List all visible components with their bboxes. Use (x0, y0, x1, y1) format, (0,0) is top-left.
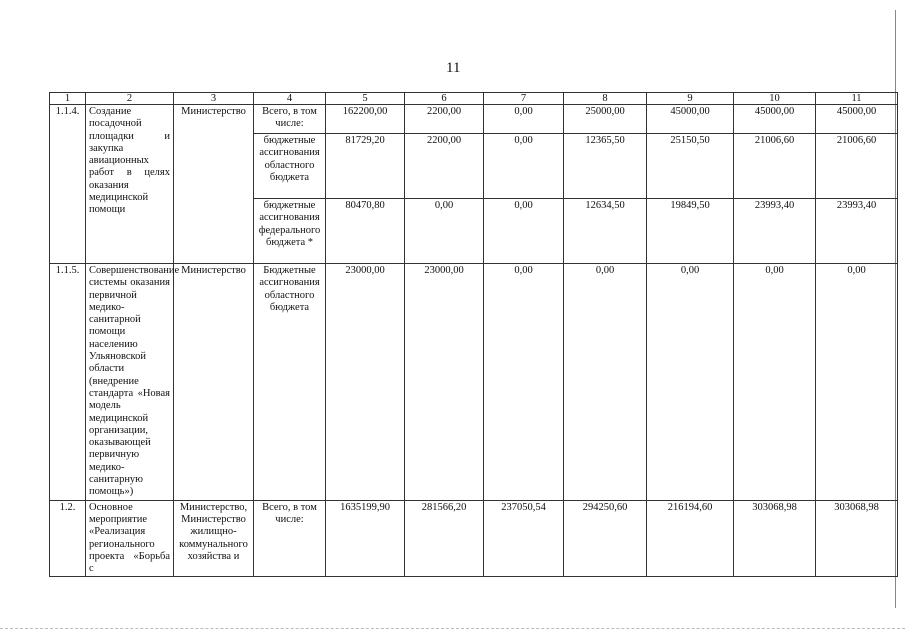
amount-cell: 2200,00 (405, 134, 484, 199)
funding-source: бюджетные ассигнования областного бюджета (254, 134, 326, 199)
item-organization: Министерство (174, 264, 254, 501)
amount-cell: 0,00 (816, 264, 898, 501)
amount-cell: 2200,00 (405, 105, 484, 134)
table-row (50, 264, 898, 501)
amount-cell: 294250,60 (564, 500, 647, 577)
amount-cell: 45000,00 (816, 105, 898, 134)
item-index: 1.1.4. (50, 105, 86, 264)
amount-cell: 81729,20 (326, 134, 405, 199)
amount-cell: 237050,54 (484, 500, 564, 577)
amount-cell: 25150,50 (647, 134, 734, 199)
item-description: Основное мероприятие «Реализация регионального проекта «Борьба с (86, 500, 174, 577)
budget-table (49, 92, 898, 577)
item-index: 1.2. (50, 500, 86, 577)
amount-cell: 0,00 (564, 264, 647, 501)
amount-cell: 23000,00 (405, 264, 484, 501)
amount-cell: 0,00 (484, 134, 564, 199)
column-number: 4 (254, 93, 326, 105)
funding-source: бюджетные ассигнования федерального бюджета * (254, 199, 326, 264)
column-number-row (50, 93, 898, 105)
item-organization: Министерство, Министерство жилищно-коммунального хозяйства и (174, 500, 254, 577)
amount-cell: 45000,00 (734, 105, 816, 134)
column-number: 8 (564, 93, 647, 105)
funding-source: Всего, в том числе: (254, 105, 326, 134)
column-number: 2 (86, 93, 174, 105)
amount-cell: 21006,60 (816, 134, 898, 199)
column-number: 6 (405, 93, 484, 105)
amount-cell: 0,00 (484, 264, 564, 501)
amount-cell: 0,00 (405, 199, 484, 264)
column-number: 1 (50, 93, 86, 105)
item-organization: Министерство (174, 105, 254, 264)
amount-cell: 0,00 (734, 264, 816, 501)
amount-cell: 23993,40 (734, 199, 816, 264)
column-number: 11 (816, 93, 898, 105)
item-description: Создание посадочной площадки и закупка авиационных работ в целях оказания медицинской помощи (86, 105, 174, 264)
item-index: 1.1.5. (50, 264, 86, 501)
column-number: 5 (326, 93, 405, 105)
amount-cell: 0,00 (484, 199, 564, 264)
page-number: 11 (446, 60, 461, 76)
funding-source: Бюджетные ассигнования областного бюджета (254, 264, 326, 501)
table-row (50, 500, 898, 577)
amount-cell: 25000,00 (564, 105, 647, 134)
funding-source: Всего, в том числе: (254, 500, 326, 577)
page-edge-bottom (0, 628, 905, 629)
amount-cell: 23993,40 (816, 199, 898, 264)
amount-cell: 303068,98 (816, 500, 898, 577)
amount-cell: 80470,80 (326, 199, 405, 264)
amount-cell: 12365,50 (564, 134, 647, 199)
amount-cell: 303068,98 (734, 500, 816, 577)
amount-cell: 23000,00 (326, 264, 405, 501)
amount-cell: 1635199,90 (326, 500, 405, 577)
column-number: 10 (734, 93, 816, 105)
amount-cell: 0,00 (647, 264, 734, 501)
amount-cell: 0,00 (484, 105, 564, 134)
amount-cell: 12634,50 (564, 199, 647, 264)
column-number: 7 (484, 93, 564, 105)
amount-cell: 281566,20 (405, 500, 484, 577)
table-row (50, 105, 898, 134)
amount-cell: 45000,00 (647, 105, 734, 134)
column-number: 3 (174, 93, 254, 105)
amount-cell: 19849,50 (647, 199, 734, 264)
item-description: Совершенствование системы оказания первичной медико-санитарной помощи населению Ульяновской области (внедрение стандарта «Новая модель медицинской организации, оказывающей первичную медико-санитарную помощь») (86, 264, 174, 501)
amount-cell: 162200,00 (326, 105, 405, 134)
amount-cell: 21006,60 (734, 134, 816, 199)
amount-cell: 216194,60 (647, 500, 734, 577)
column-number: 9 (647, 93, 734, 105)
